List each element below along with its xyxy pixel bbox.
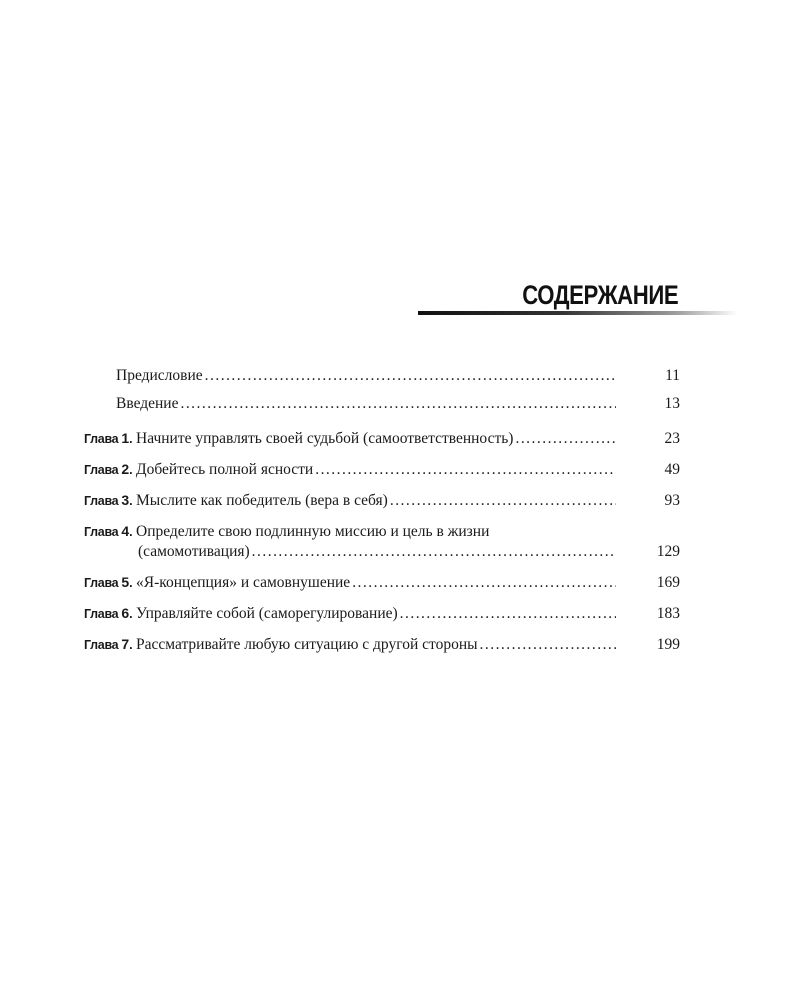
toc-entry-chapter-6 xyxy=(84,603,680,624)
toc-entry-introduction xyxy=(84,394,680,414)
chapter-prefix: Глава 7. xyxy=(84,636,133,652)
table-of-contents xyxy=(84,366,680,655)
toc-page-number: 49 xyxy=(664,461,680,478)
chapter-prefix: Глава 5. xyxy=(84,574,133,590)
toc-page-number: 93 xyxy=(664,492,680,509)
chapter-prefix: Глава 4. xyxy=(84,523,133,539)
dot-leader xyxy=(480,635,616,655)
toc-page-number: 23 xyxy=(664,430,680,447)
toc-entry-chapter-4 xyxy=(84,521,680,562)
toc-page-number: 169 xyxy=(656,574,680,591)
chapter-prefix: Глава 2. xyxy=(84,461,133,477)
dot-leader xyxy=(252,542,616,562)
toc-entry-preface xyxy=(84,366,680,386)
toc-entry-title: Введение xyxy=(116,395,179,412)
toc-page-number: 183 xyxy=(656,605,680,622)
toc-entry-title: Рассматривайте любую ситуацию с другой стороны xyxy=(136,636,478,653)
toc-entry-title: Начните управлять своей судьбой (самоответственность) xyxy=(136,430,514,447)
toc-entry-title: Определите свою подлинную миссию и цель в жизни xyxy=(136,523,490,540)
toc-entry-chapter-3 xyxy=(84,490,680,511)
dot-leader xyxy=(180,394,616,414)
toc-entry-chapter-1 xyxy=(84,428,680,449)
toc-entry-title: Мыслите как победитель (вера в себя) xyxy=(136,492,388,509)
dot-leader xyxy=(315,460,616,480)
toc-entry-chapter-2 xyxy=(84,459,680,480)
toc-page-number: 199 xyxy=(656,636,680,653)
toc-entry-title: Добейтесь полной ясности xyxy=(136,461,314,478)
dot-leader xyxy=(515,429,616,449)
toc-entry-title: Предисловие xyxy=(116,367,203,384)
dot-leader xyxy=(352,573,616,593)
toc-entry-title: «Я-концепция» и самовнушение xyxy=(136,574,351,591)
toc-page-number: 11 xyxy=(665,367,680,384)
heading-rule xyxy=(418,311,738,315)
dot-leader xyxy=(205,366,616,386)
toc-entry-title: Управляйте собой (саморегулирование) xyxy=(136,605,398,622)
chapter-prefix: Глава 3. xyxy=(84,492,133,508)
toc-entry-chapter-5 xyxy=(84,572,680,593)
toc-page-number: 129 xyxy=(656,543,680,560)
chapter-prefix: Глава 1. xyxy=(84,430,133,446)
dot-leader xyxy=(390,491,616,511)
chapter-prefix: Глава 6. xyxy=(84,605,133,621)
dot-leader xyxy=(400,604,616,624)
toc-entry-chapter-7 xyxy=(84,634,680,655)
toc-entry-title-continued: (самомотивация) xyxy=(138,543,250,560)
toc-page-number: 13 xyxy=(664,395,680,412)
contents-heading: СОДЕРЖАНИЕ xyxy=(522,280,678,310)
